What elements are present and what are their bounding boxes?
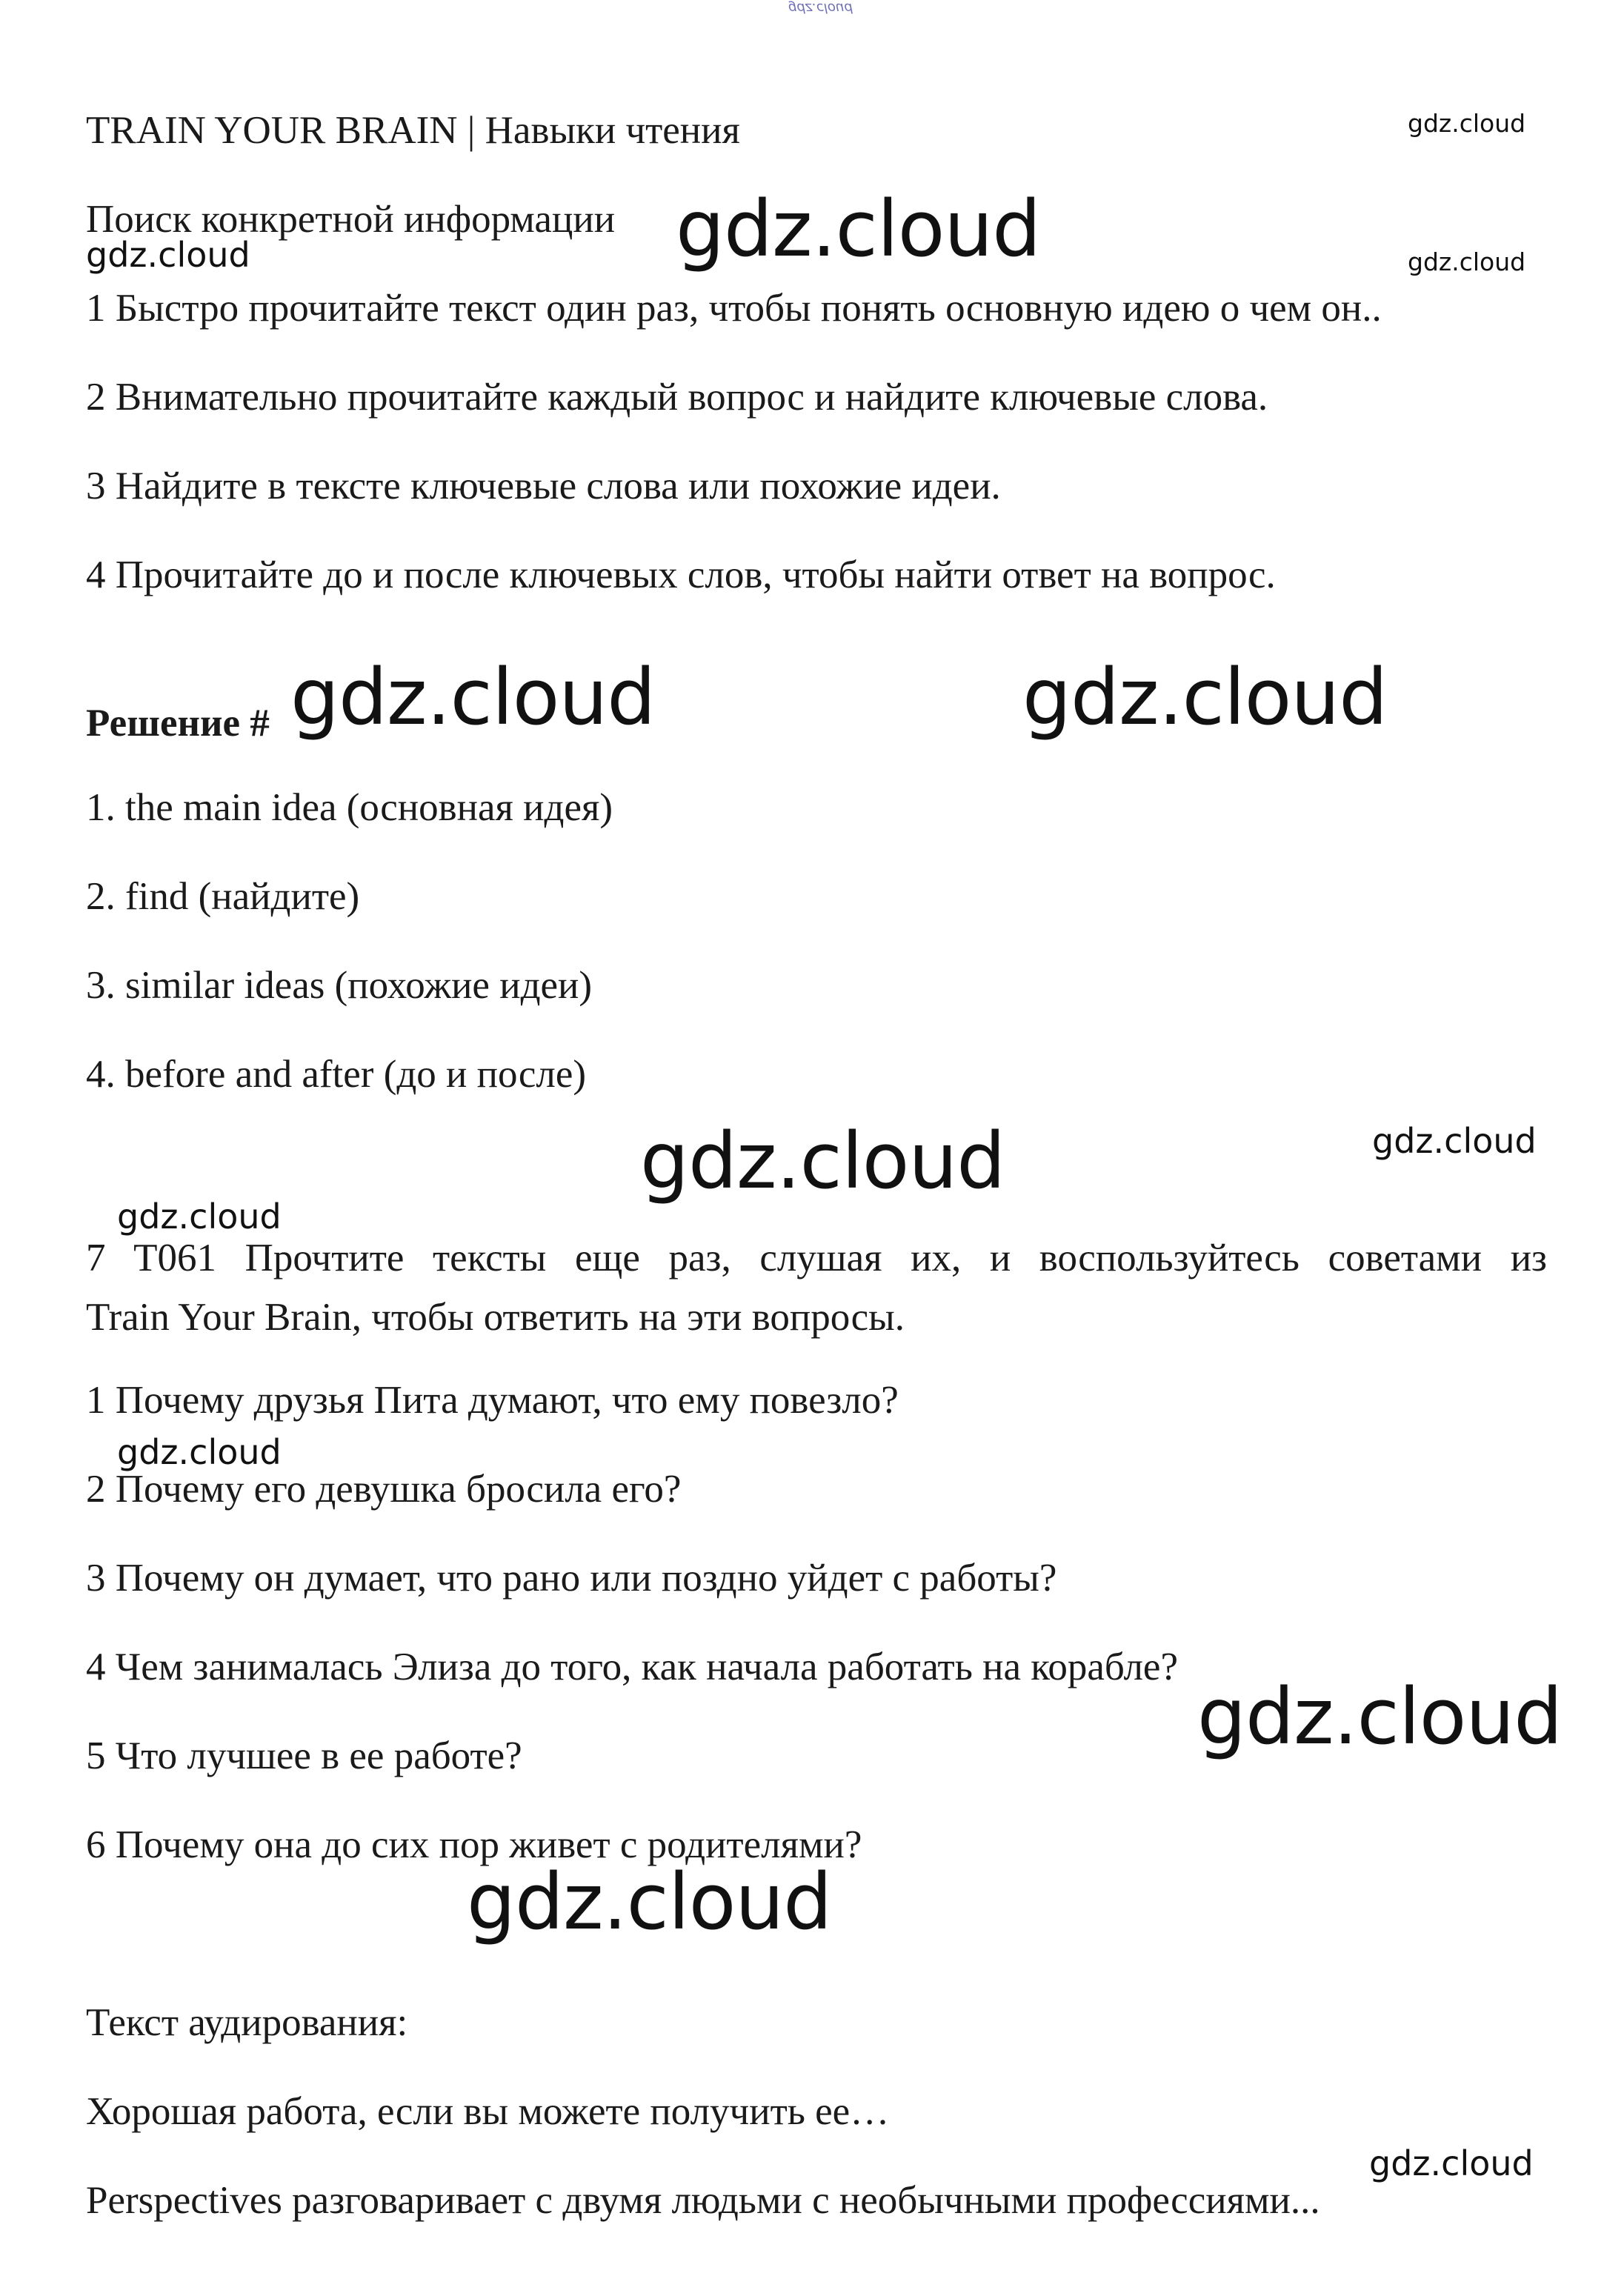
exercise-intro-line-2: Train Your Brain, чтобы ответить на эти вопросы. bbox=[86, 1296, 905, 1339]
question-item: 3 Почему он думает, что рано или поздно уйдет с работы? bbox=[86, 1557, 1057, 1600]
watermark-bottom-right: gdz.cloud bbox=[1369, 2143, 1534, 2183]
watermark-exercise-left: gdz.cloud bbox=[117, 1197, 282, 1237]
exercise-intro bbox=[86, 1228, 1547, 1347]
watermark-solution-right: gdz.cloud bbox=[1022, 652, 1388, 742]
listening-line: Perspectives разговаривает с двумя людьми с необычными профессиями... bbox=[86, 2179, 1320, 2222]
page-subtitle: Поиск конкретной информации bbox=[86, 198, 616, 241]
watermark-top-tiny: gdz.cloud bbox=[788, 0, 853, 16]
answer-item: 2. find (найдите) bbox=[86, 875, 360, 918]
watermark-header-left: gdz.cloud bbox=[86, 235, 250, 275]
answer-item: 4. before and after (до и после) bbox=[86, 1053, 586, 1096]
watermark-mid-center: gdz.cloud bbox=[640, 1116, 1005, 1206]
tip-item: 2 Внимательно прочитайте каждый вопрос и найдите ключевые слова. bbox=[86, 376, 1268, 419]
question-item: 4 Чем занималась Элиза до того, как начала работать на корабле? bbox=[86, 1646, 1178, 1688]
tip-item: 1 Быстро прочитайте текст один раз, чтобы понять основную идею о чем он.. bbox=[86, 287, 1382, 330]
question-item: 2 Почему его девушка бросила его? bbox=[86, 1468, 682, 1511]
watermark-question-left: gdz.cloud bbox=[117, 1432, 282, 1472]
exercise-intro-line-1: 7 T061 Прочтите тексты еще раз, слушая их, и воспользуйтесь советами из bbox=[86, 1237, 1547, 1280]
question-item: 6 Почему она до сих пор живет с родителями? bbox=[86, 1823, 862, 1866]
question-item: 5 Что лучшее в ее работе? bbox=[86, 1734, 522, 1777]
tip-item: 3 Найдите в тексте ключевые слова или похожие идеи. bbox=[86, 465, 1001, 508]
watermark-header-right: gdz.cloud bbox=[1408, 247, 1526, 276]
watermark-mid-right: gdz.cloud bbox=[1372, 1121, 1537, 1161]
watermark-top-right: gdz.cloud bbox=[1408, 109, 1526, 138]
watermark-questions-right: gdz.cloud bbox=[1197, 1671, 1563, 1762]
watermark-solution-left: gdz.cloud bbox=[290, 652, 656, 742]
listening-label: Текст аудирования: bbox=[86, 2001, 408, 2044]
answer-item: 3. similar ideas (похожие идеи) bbox=[86, 964, 593, 1007]
solution-heading: Решение # bbox=[86, 702, 270, 745]
answer-item: 1. the main idea (основная идея) bbox=[86, 786, 613, 829]
page-title: TRAIN YOUR BRAIN | Навыки чтения bbox=[86, 109, 740, 152]
question-item: 1 Почему друзья Пита думают, что ему повезло? bbox=[86, 1379, 899, 1422]
tip-item: 4 Прочитайте до и после ключевых слов, чтобы найти ответ на вопрос. bbox=[86, 553, 1276, 596]
listening-line: Хорошая работа, если вы можете получить ее… bbox=[86, 2090, 890, 2133]
watermark-header-center: gdz.cloud bbox=[676, 184, 1041, 274]
watermark-lower-center: gdz.cloud bbox=[467, 1857, 832, 1947]
